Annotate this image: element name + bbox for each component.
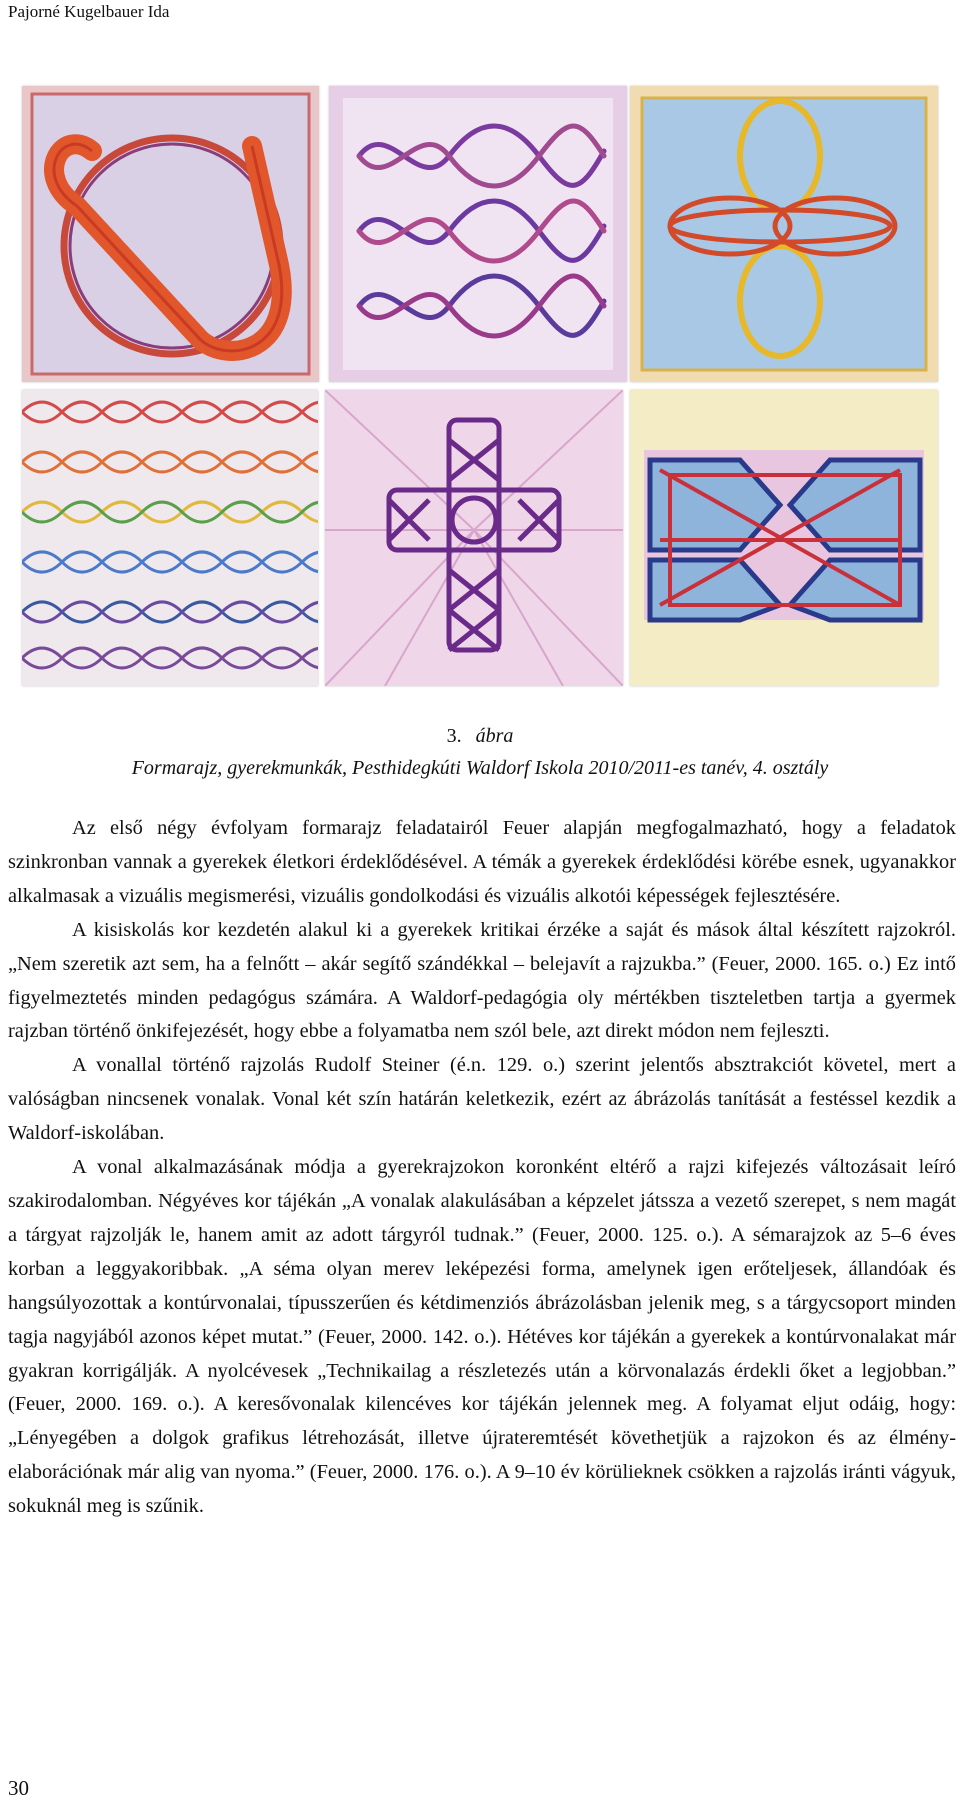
- paragraph-1: Az első négy évfolyam formarajz feladatairól Feuer alapján megfogalmazható, hogy a feladatok szinkronban vannak a gyerekek életkori érdeklődésével. A témák a gyerekek érdeklődési körébe esnek, ugyanakkor alkalmasak a vizuális megismerési, vizuális gondolkodási és vizuális alkotói képességek fejlesztésére.: [8, 817, 956, 907]
- paragraph-2: A kisiskolás kor kezdetén alakul ki a gyerekek kritikai érzéke a saját és mások által készített rajzokról. „Nem szeretik azt sem, ha a felnőtt – akár segítő szándékkal – belejavít a rajzukba.” (Feuer, 2000. 165. o.) Ez intő figyelmeztetés minden pedagógus számára. A Waldorf-pedagógia oly mértékben tiszteletben tartja a gyermek rajzban történő önkifejezését, hogy ebbe a folyamatba nem szól bele, azt direkt módon nem fejleszti.: [8, 918, 956, 1043]
- figure-label: ábra: [475, 725, 514, 747]
- braid-drawing-icon: [22, 390, 318, 686]
- page-number: 30: [8, 1776, 29, 1800]
- paragraph-4: A vonal alkalmazásának módja a gyerekrajzokon koronként eltérő a rajzi kifejezés változásait leíró szakirodalomban. Négyéves kor tájékán „A vonalak alakulásában a képzelet játssza a vezető szerepet, s nem magát a tárgyat rajzolják le, hanem amit az adott tárgyról tudnak.” (Feuer, 2000. 125. o.). A sémarajzok az 5–6 éves korban a leggyakoribbak. „A séma olyan merev leképezési forma, amelynek igen erőteljesek, állandóak és hangsúlyozottak a kontúrvonalai, típusszerűen és kétdimenziós ábrázolásban jelenik meg, s a tárgycsoport minden tagja nagyjából azonos képet mutat.” (Feuer, 2000. 142. o.). Hétéves kor tájékán a gyerekek a kontúrvonalakat már gyakran korrigálják. A nyolcévesek „Technikailag a részletezés után a körvonalazás érdekli őket a legjobban.” (Feuer, 2000. 169. o.). A keresővonalak kilencéves kor tájékán jelennek meg. A folyamat eljut odáig, hogy: „Lényegében a dolgok grafikus létrehozását, illetve újrateremtését követhetjük a rajzokon és az élmény-elaborációnak már alig van nyoma.” (Feuer, 2000. 176. o.). A 9–10 év körülieknek csökken a rajzolás iránti vágyuk, sokuknál meg is szűnik.: [8, 1156, 956, 1518]
- braid-drawing-icon: [329, 86, 627, 382]
- knot-drawing-icon: [630, 86, 938, 382]
- figure-3-image-grid: [22, 86, 938, 686]
- body-text: [8, 812, 956, 1524]
- figure-number: [0, 725, 960, 748]
- figure-number-value: 3.: [446, 725, 462, 747]
- cross-drawing-icon: [325, 390, 623, 686]
- knot-drawing-icon: [22, 86, 319, 382]
- figure-caption: Formarajz, gyerekmunkák, Pesthidegkúti Waldorf Iskola 2010/2011-es tanév, 4. osztály: [131, 757, 829, 779]
- knot-drawing-icon: [630, 390, 938, 686]
- running-header: Pajorné Kugelbauer Ida: [8, 2, 170, 21]
- paragraph-3: A vonallal történő rajzolás Rudolf Steiner (é.n. 129. o.) szerint jelentős absztrakciót követel, mert a valóságban nincsenek vonalak. Vonal két szín határán keletkezik, ezért az ábrázolás tanítását a festéssel kezdik a Waldorf-iskolában.: [8, 1054, 956, 1145]
